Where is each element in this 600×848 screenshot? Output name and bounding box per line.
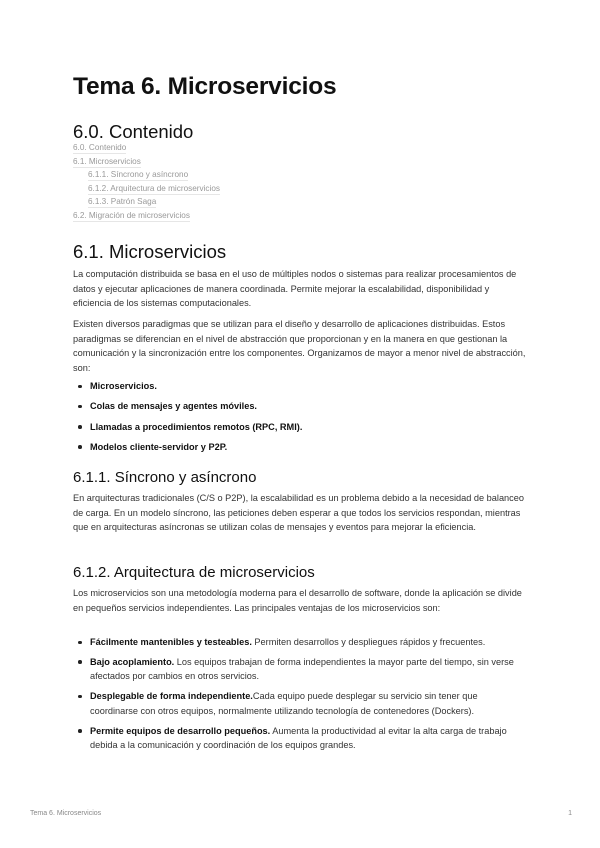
paragraph: En arquitecturas tradicionales (C/S o P2P), la escalabilidad es un problema debido a la necesidad de balanceo de carga. En un modelo síncrono, las peticiones deben esperar a que todos los servicios respondan, mientras que en arquitecturas asíncronas se utilizan colas de mensajes y eventos para mejorar la eficiencia. [73, 493, 524, 532]
toc-link-contenido[interactable]: 6.0. Contenido [73, 143, 127, 152]
paragraph: La computación distribuida se basa en el uso de múltiples nodos o sistemas para realizar procesamientos de datos y ejecutar aplicaciones de manera coordinada. Permite mejorar la escalabilidad, disponibilidad y eficiencia de los sistemas computacionales. [73, 269, 517, 308]
list-item: Bajo acoplamiento. Los equipos trabajan de forma independientes la mayor parte del tiempo, sin verse afectados por cambios en otros servicios. [73, 655, 528, 684]
section-heading-sincrono: 6.1.1. Síncrono y asíncrono [73, 469, 257, 486]
contents-heading: 6.0. Contenido [73, 121, 194, 142]
list-item: Llamadas a procedimientos remotos (RPC, RMI). [73, 420, 528, 435]
list-item: Colas de mensajes y agentes móviles. [73, 399, 528, 414]
footer-doc-title: Tema 6. Microservicios [30, 810, 102, 817]
footer-page-number: 1 [568, 810, 572, 817]
toc-link-migracion[interactable]: 6.2. Migración de microservicios [73, 211, 190, 220]
paragraph: Los microservicios son una metodología moderna para el desarrollo de software, donde la aplicación se divide en pequeños servicios independientes. Las principales ventajas de los microservicios son: [73, 588, 522, 613]
paragraph: Existen diversos paradigmas que se utilizan para el diseño y desarrollo de aplicaciones distribuidas. Estos paradigmas se diferencian en el nivel de abstracción que proporcionan y en la manera en que gestionan la comunicación y la sincronización entre los componentes. Organizamos de mayor a menor nivel de abstracción, son: [73, 319, 526, 373]
toc-link-sincrono[interactable]: 6.1.1. Síncrono y asíncrono [88, 170, 189, 180]
paradigm-list [73, 379, 528, 454]
toc-link-microservicios[interactable]: 6.1. Microservicios [73, 156, 141, 166]
advantages-list [73, 635, 528, 753]
toc-link-arquitectura[interactable]: 6.1.2. Arquitectura de microservicios [88, 183, 220, 193]
list-item: Desplegable de forma independiente.Cada equipo puede desplegar su servicio sin tener que coordinarse con otros equipos, normalmente utilizando tecnología de contenedores (Dockers). [73, 689, 528, 718]
toc-link-saga[interactable]: 6.1.3. Patrón Saga [88, 197, 157, 207]
list-item: Modelos cliente-servidor y P2P. [73, 440, 528, 455]
section-heading-arquitectura: 6.1.2. Arquitectura de microservicios [73, 564, 315, 581]
section-heading-microservicios: 6.1. Microservicios [73, 241, 227, 262]
list-item: Permite equipos de desarrollo pequeños. Aumenta la productividad al evitar la alta carga de trabajo debida a la comunicación y coordinación de los equipos grandes. [73, 724, 528, 753]
list-item: Microservicios. [73, 379, 528, 394]
document-title: Tema 6. Microservicios [73, 73, 337, 100]
list-item: Fácilmente mantenibles y testeables. Permiten desarrollos y despliegues rápidos y frecuentes. [73, 635, 528, 650]
